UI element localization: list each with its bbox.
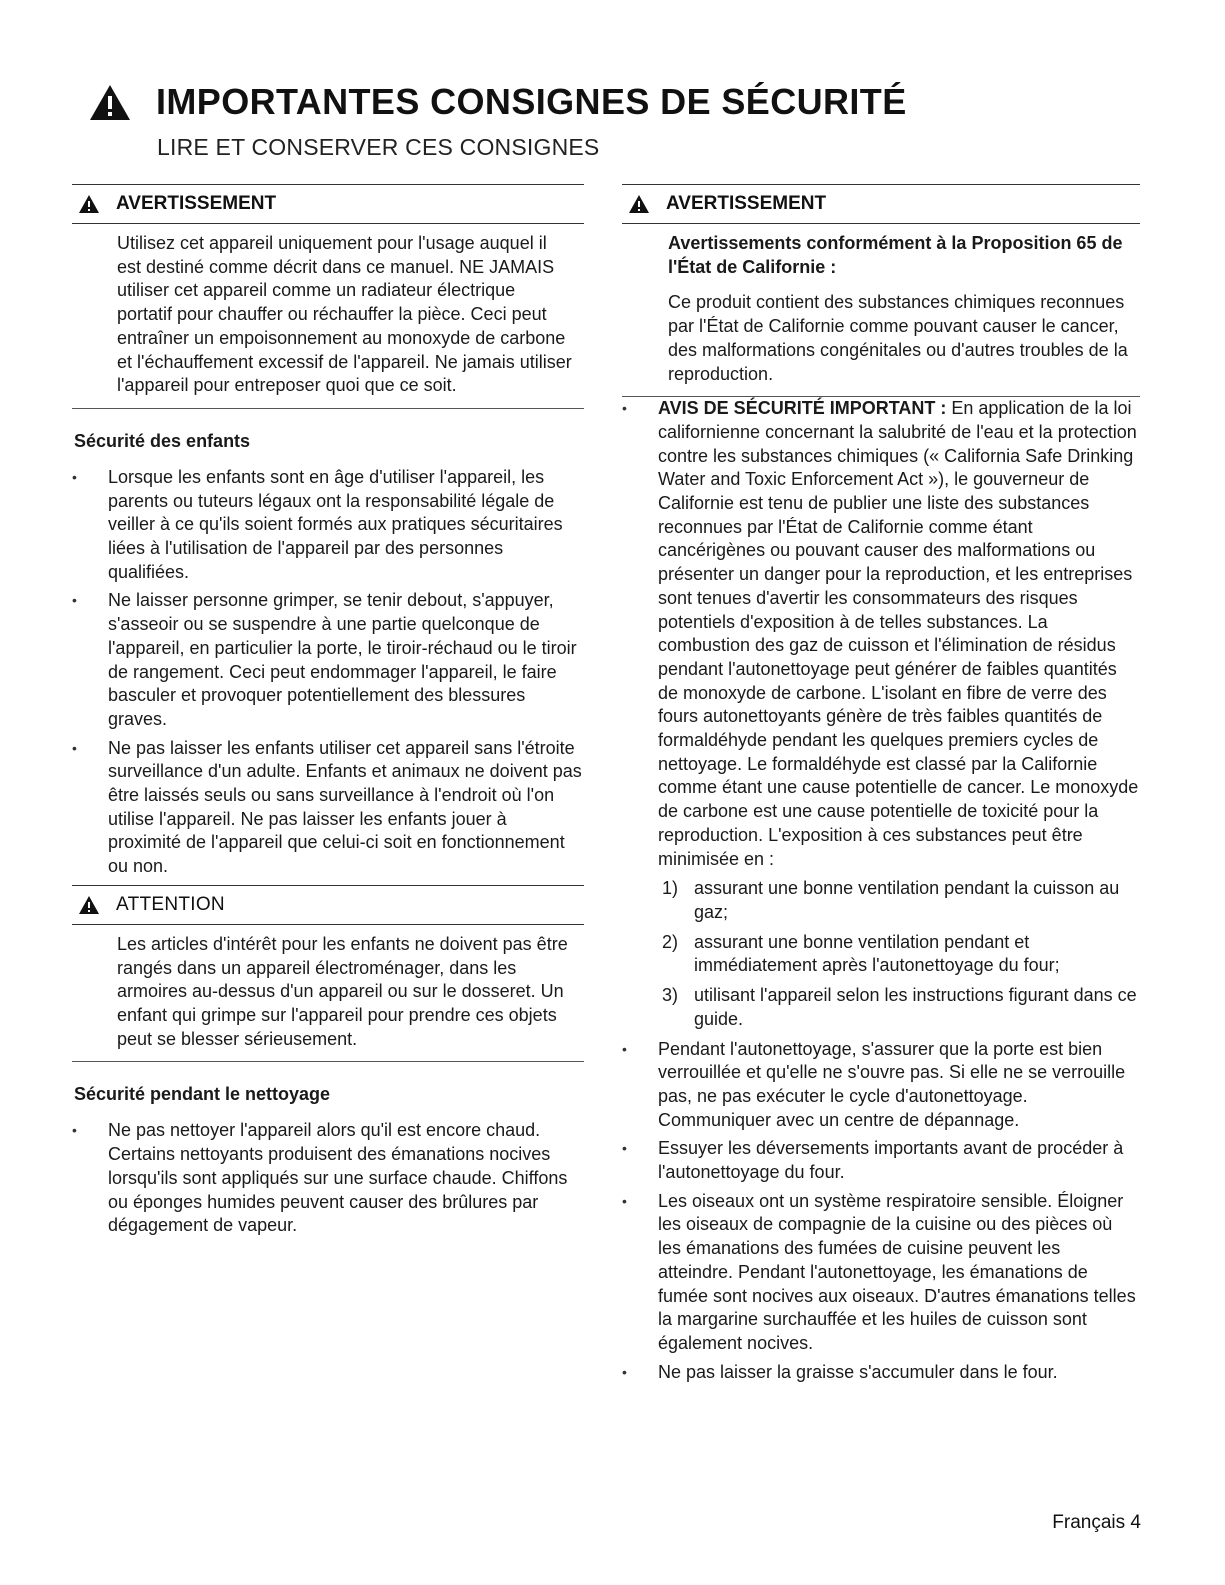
list-item: • Ne pas laisser les enfants utiliser cet appareil sans l'étroite surveillance d'un adulte. Enfants et animaux ne doivent pas être laissés seuls ou sans surveillance à l'endroit où l'on utilise l'appareil. Ne pas laisser les enfants jouer à proximité de l'appareil que celui-ci soit en fonctionnement ou non. — [72, 737, 584, 879]
list-item: • Les oiseaux ont un système respiratoire sensible. Éloigner les oiseaux de compagnie de la cuisine ou des pièces où les émanations des fumées de cuisine peuvent les atteindre. Pendant l'autonettoyage, les émanations de fumée sont nocives aux oiseaux. D'autres émanations telles la margarine surchauffée et les huiles de cuisson sont également nocives. — [622, 1190, 1140, 1356]
caution-text: Les articles d'intérêt pour les enfants ne doivent pas être rangés dans un appareil électroménager, dans les armoires au-dessus d'un appareil ou sur le dosseret. Un enfant qui grimpe sur l'appareil pour prendre ces objets peut se blesser sérieusement. — [117, 933, 568, 1049]
warning-box-header — [622, 184, 1140, 224]
step-text: utilisant l'appareil selon les instructions figurant dans ce guide. — [694, 985, 1137, 1029]
warning-label: AVERTISSEMENT — [666, 193, 827, 214]
warning-triangle-icon — [78, 895, 100, 915]
notice-label: AVIS DE SÉCURITÉ IMPORTANT : — [658, 398, 947, 419]
section-heading-cleaning-safety: Sécurité pendant le nettoyage — [74, 1084, 331, 1105]
list-item: • Ne pas nettoyer l'appareil alors qu'il est encore chaud. Certains nettoyants produisent des émanations nocives lorsqu'ils sont appliqués sur une surface chaude. Chiffons ou éponges humides peuvent causer des brûlures par dégagement de vapeur. — [72, 1119, 584, 1238]
page-title-row — [88, 72, 907, 132]
right-safety-list — [622, 397, 1140, 1384]
prop65-text: Ce produit contient des substances chimiques reconnues par l'État de Californie comme pouvant causer le cancer, des malformations congénitales ou d'autres troubles de la reproduction. — [668, 292, 1128, 384]
list-item: • Ne laisser personne grimper, se tenir debout, s'appuyer, s'asseoir ou se suspendre à une partie quelconque de l'appareil, en particulier la porte, le tiroir-réchaud ou le tiroir de rangement. Ceci peut endommager l'appareil, le faire basculer et provoquer potentiellement des blessures graves. — [72, 589, 584, 731]
warning-triangle-icon — [88, 80, 132, 124]
child-safety-list — [72, 466, 584, 879]
caution-box-body — [72, 925, 584, 1063]
step-text: assurant une bonne ventilation pendant la cuisson au gaz; — [694, 878, 1120, 922]
numbered-item — [658, 877, 1140, 924]
list-item: • Lorsque les enfants sont en âge d'utiliser l'appareil, les parents ou tuteurs légaux ont la responsabilité légale de veiller à ce qu'ils soient formés aux pratiques sécuritaires liées à l'utilisation de l'appareil par des personnes qualifiées. — [72, 466, 584, 585]
warning-box-body — [72, 224, 584, 409]
list-item: • Ne pas laisser la graisse s'accumuler dans le four. — [622, 1361, 1140, 1385]
warning-label: AVERTISSEMENT — [116, 193, 277, 214]
list-item: • Pendant l'autonettoyage, s'assurer que la porte est bien verrouillée et qu'elle ne s'ouvre pas. Si elle ne se verrouille pas, ne pas exécuter le cycle d'autonettoyage. Communiquer avec un centre de dépannage. — [622, 1038, 1140, 1133]
numbered-item — [658, 931, 1140, 978]
exposure-steps-list — [658, 877, 1140, 1031]
numbered-item — [658, 984, 1140, 1031]
caution-box-header — [72, 885, 584, 925]
warning-box-usage — [72, 184, 584, 409]
caution-box — [72, 885, 584, 1063]
caution-label: ATTENTION — [116, 893, 225, 915]
page-number: Français 4 — [1052, 1512, 1141, 1533]
warning-triangle-icon — [78, 194, 100, 214]
prop65-title: Avertissements conformément à la Proposition 65 de l'État de Californie : — [668, 233, 1123, 277]
step-number: 2) — [662, 931, 679, 952]
cleaning-safety-list — [72, 1119, 584, 1238]
notice-text: En application de la loi californienne concernant la salubrité de l'eau et la protection contre les substances chimiques (« California Safe Drinking Water and Toxic Enforcement Act »), le gouverneur de Californie est tenu de publier une liste des substances reconnues par l'État de Californie comme étant cancérigènes ou pouvant causer des malformations ou présenter un danger pour la reproduction, et les entreprises sont tenues d'avertir les consommateurs des risques potentiels d'exposition à de telles substances. La combustion des gaz de cuisson et l'élimination de résidus pendant l'autonettoyage peut générer de faibles quantités de monoxyde de carbone. L'isolant en fibre de verre des fours autonettoyants génère de très faibles quantités de formaldéhyde pendant les quelques premiers cycles de nettoyage. Le formaldéhyde est classé par la Californie comme étant une cause potentielle de cancer. Le monoxyde de carbone est une cause potentielle de toxicité pour la reproduction. L'exposition à ces substances peut être minimisée en : — [658, 398, 1139, 869]
page-subtitle: LIRE ET CONSERVER CES CONSIGNES — [157, 134, 600, 160]
right-column — [622, 184, 1140, 1389]
warning-triangle-icon — [628, 194, 650, 214]
section-heading-child-safety: Sécurité des enfants — [74, 430, 251, 451]
list-item-safety-notice — [622, 397, 1140, 1031]
warning-box-prop65 — [622, 184, 1140, 397]
list-item: • Essuyer les déversements importants avant de procéder à l'autonettoyage du four. — [622, 1137, 1140, 1184]
step-text: assurant une bonne ventilation pendant et immédiatement après l'autonettoyage du four; — [694, 931, 1060, 976]
warning-text: Utilisez cet appareil uniquement pour l'usage auquel il est destiné comme décrit dans ce manuel. NE JAMAIS utiliser cet appareil comme un radiateur électrique portatif pour chauffer ou réchauffer la pièce. Ceci peut entraîner un empoisonnement au monoxyde de carbone et l'échauffement excessif de l'appareil. Ne jamais utiliser l'appareil pour entreposer quoi que ce soit. — [117, 233, 572, 396]
warning-box-header — [72, 184, 584, 224]
step-number: 1) — [662, 878, 679, 899]
step-number: 3) — [662, 985, 679, 1006]
left-column — [72, 184, 584, 1243]
warning-box-body — [622, 224, 1140, 397]
page-title: IMPORTANTES CONSIGNES DE SÉCURITÉ — [156, 81, 907, 122]
